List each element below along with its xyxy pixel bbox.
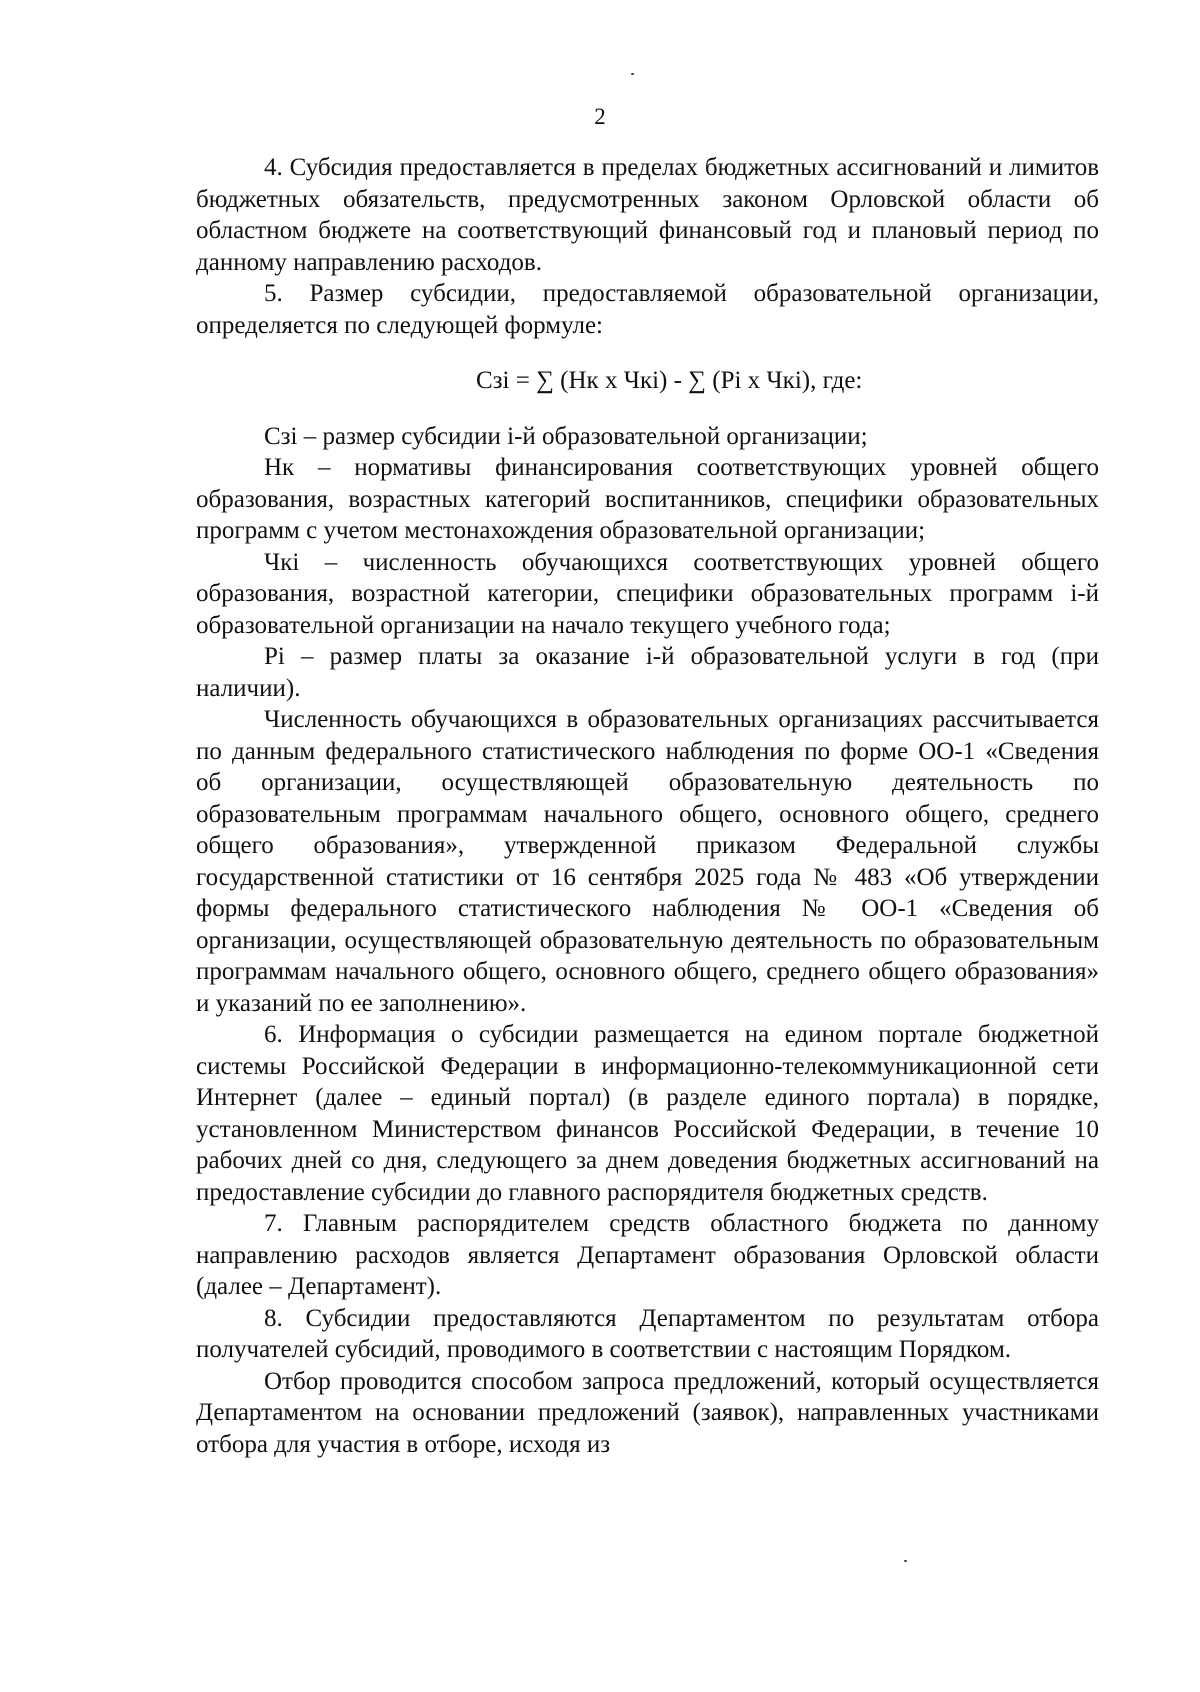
definition-chki: Чкi – численность обучающихся соответствующих уровней общего образования, возрастной категории, специфики образовательных программ i-й образовательной организации на начало текущего учебного года;	[196, 548, 1099, 639]
definition-ri: Рi – размер платы за оказание i-й образовательной услуги в год (при наличии).	[196, 643, 1099, 702]
scan-speck	[631, 73, 634, 75]
definition-szi: Сзi – размер субсидии i-й образовательной организации;	[264, 422, 868, 450]
page-number: 2	[594, 104, 606, 129]
subsidy-formula: Сзi = ∑ (Нк х Чкi) - ∑ (Рi х Чкi), где:	[476, 367, 863, 394]
paragraph-7: 7. Главным распорядителем средств областного бюджета по данному направлению расходов является Департамент образования Орловской области (далее – Департамент).	[196, 1210, 1099, 1300]
paragraph-8: 8. Субсидии предоставляются Департаментом по результатам отбора получателей субсидий, проводимого в соответствии с настоящим Порядком.	[196, 1304, 1099, 1363]
paragraph-student-count: Численность обучающихся в образовательных организациях рассчитывается по данным федерального статистического наблюдения по форме ОО-1 «Сведения об организации, осуществляющей образовательную деятельность по образовательным программам начального общего, основного общего, среднего общего образования», утвержденной приказом Федеральной службы государственной статистики от 16 сентября 2025 года № 483 «Об утверждении формы федерального статистического наблюдения № ОО-1 «Сведения об организации, осуществляющей образовательную деятельность по образовательным программам начального общего, основного общего, среднего общего образования» и указаний по ее заполнению».	[196, 706, 1099, 1017]
paragraph-selection: Отбор проводится способом запроса предложений, который осуществляется Департаментом на основании предложений (заявок), направленных участниками отбора для участия в отборе, исходя из	[196, 1367, 1099, 1458]
paragraph-5: 5. Размер субсидии, предоставляемой образовательной организации, определяется по следующей формуле:	[196, 280, 1099, 339]
document-body	[196, 152, 1099, 1460]
paragraph-6: 6. Информация о субсидии размещается на едином портале бюджетной системы Российской Федерации в информационно-телекоммуникационной сети Интернет (далее – единый портал) (в разделе единого портала) в порядке, установленном Министерством финансов Российской Федерации, в течение 10 рабочих дней со дня, следующего за днем доведения бюджетных ассигнований на предоставление субсидии до главного распорядителя бюджетных средств.	[196, 1021, 1099, 1206]
scan-speck	[904, 1560, 907, 1562]
definition-nk: Нк – нормативы финансирования соответствующих уровней общего образования, возрастных категорий воспитанников, специфики образовательных программ с учетом местонахождения образовательной организации;	[196, 454, 1099, 544]
paragraph-4: 4. Субсидия предоставляется в пределах бюджетных ассигнований и лимитов бюджетных обязательств, предусмотренных законом Орловской области об областном бюджете на соответствующий финансовый год и плановый период по данному направлению расходов.	[196, 154, 1099, 276]
